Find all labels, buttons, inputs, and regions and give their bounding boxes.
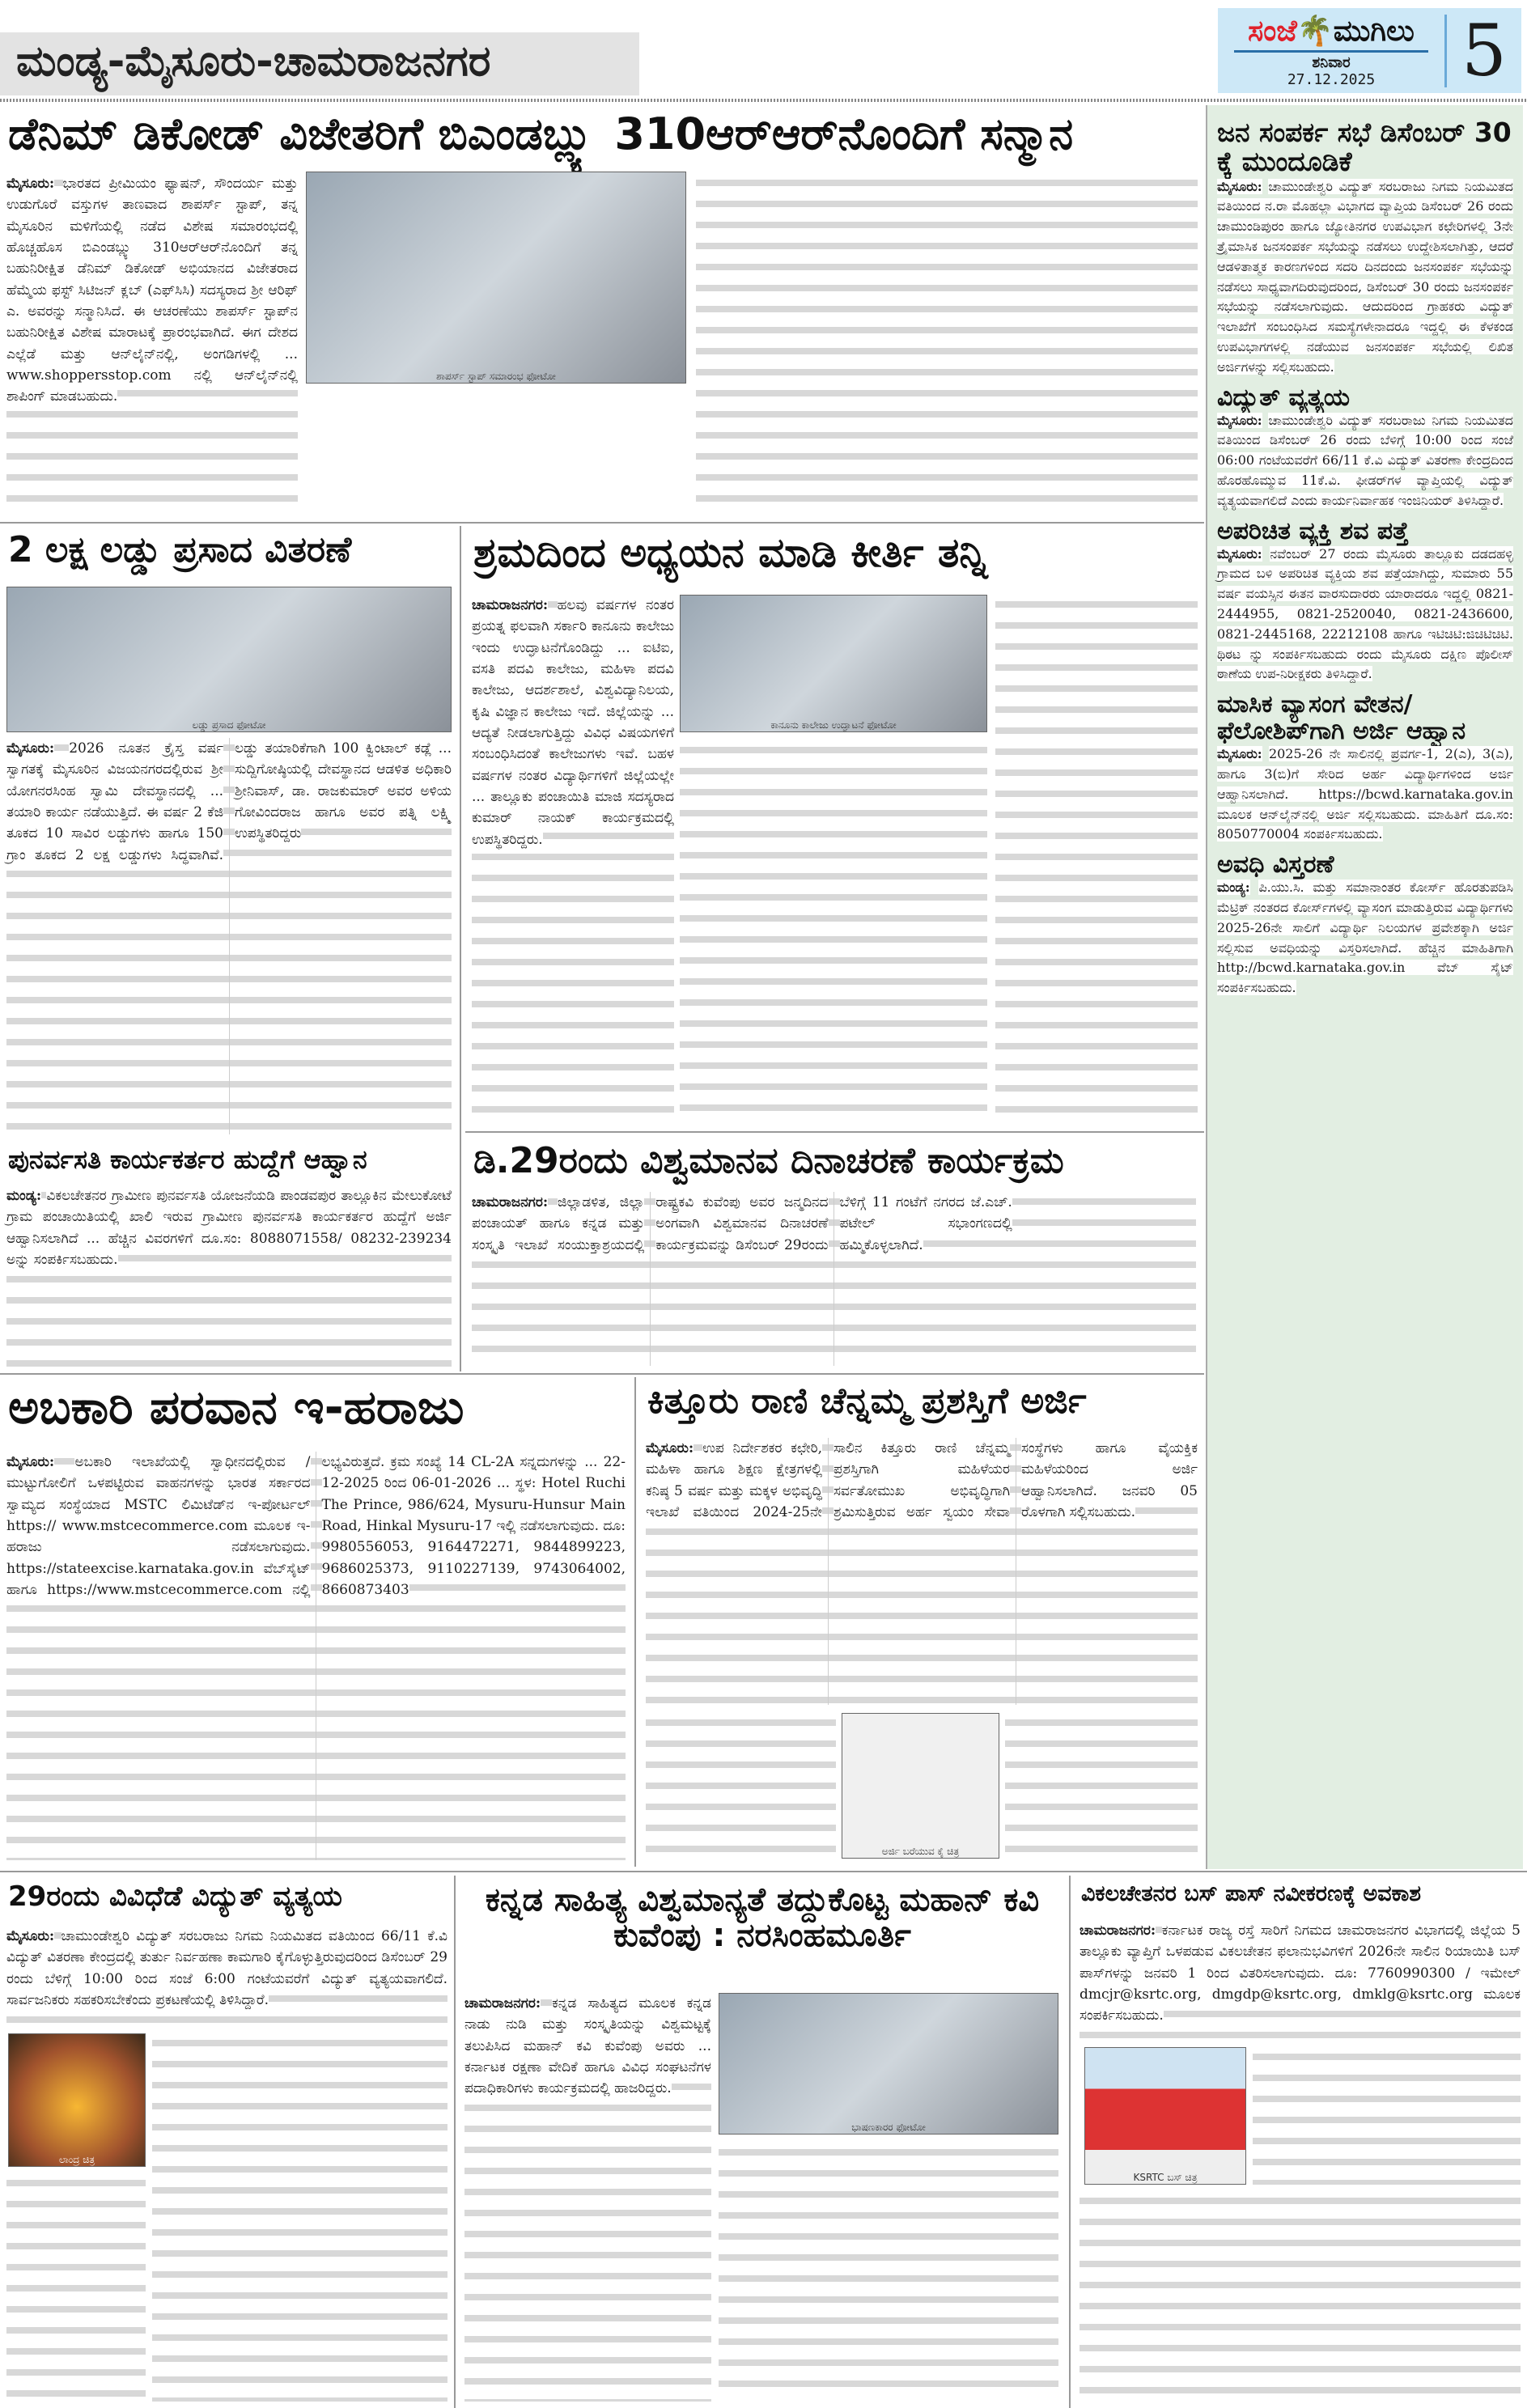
headline: 29ರಂದು ವಿವಿಧೆಡೆ ವಿದ್ಯುತ್ ವ್ಯತ್ಯಯ — [8, 1880, 342, 1913]
page-number: 5 — [1444, 15, 1521, 87]
article-photo: ಶಾಪರ್ಸ್ ಸ್ಟಾಪ್ ಸಮಾರಂಭ ಫೋಟೋ — [306, 172, 686, 384]
brief-body: ಮೈಸೂರು: ಚಾಮುಂಡೇಶ್ವರಿ ವಿದ್ಯುತ್ ಸರಬರಾಜು ನಿಗಮ ನಿಯಮಿತದ ವತಿಯಿಂದ ನ.ರಾ ಮೊಹಲ್ಲಾ ವಿಭಾಗದ ವ್ಯಾಪ್ತಿಯ ಡಿಸೆಂಬರ್ 26 ರಂದು ಚಾಮುಂಡಿಪುರಂ ಹಾಗೂ ಜ್ಯೋತಿನಗರ ಉಪವಿಭಾಗ ಕಛೇರಿಗಳಲ್ಲಿ 3ನೇ ತ್ರೈಮಾಸಿಕ ಜನಸಂಪರ್ಕ ಸಭೆಯನ್ನು ನಡೆಸಲು ಉದ್ದೇಶಿಸಲಾಗಿತ್ತು, ಆದರೆ ಆಡಳಿತಾತ್ಮಕ ಕಾರಣಗಳಿಂದ ಸದರಿ ದಿನದಂದು ಜನಸಂಪರ್ಕ ಸಭೆಯನ್ನು ನಡೆಸಲು ಸಾಧ್ಯವಾಗದಿರುವುದರಿಂದ, ಡಿಸೆಂಬರ್ 30 ರಂದು ಜನಸಂಪರ್ಕ ಸಭೆಯನ್ನು ನಡೆಸಲಾಗುವುದು. ಆದುದರಿಂದ ಗ್ರಾಹಕರು ವಿದ್ಯುತ್ ಇಲಾಖೆಗೆ ಸಂಬಂಧಿಸಿದ ಸಮಸ್ಯೆಗಳೇನಾದರೂ ಇದ್ದಲ್ಲಿ ಈ ಕೆಳಕಂಡ ಉಪವಿಭಾಗಗಳಲ್ಲಿ ನಡೆಯುವ ಜನಸಂಪರ್ಕ ಸಭೆಯಲ್ಲಿ ಲಿಖಿತ ಅರ್ಜಿಗಳನ್ನು ಸಲ್ಲಿಸಬಹುದು. — [1217, 178, 1513, 375]
logo-text-red: ಸಂಜೆ — [1248, 14, 1297, 48]
headline: ಡೆನಿಮ್ ಡಿಕೋಡ್ ವಿಜೇತರಿಗೆ ಬಿಎಂಡಬ್ಲ್ಯು 310ಆರ್‌ಆರ್‌ನೊಂದಿಗೆ ಸನ್ಮಾನ — [8, 108, 1074, 159]
brief-public-meeting — [1217, 118, 1513, 378]
article-body-cont — [680, 740, 987, 1121]
divider — [454, 1876, 456, 2408]
brief-power-cut — [1217, 384, 1513, 511]
article-body-cont — [719, 2143, 1058, 2402]
divider — [1069, 1876, 1071, 2408]
article-body: ಮಂಡ್ಯ: ವಿಕಲಚೇತನರ ಗ್ರಾಮೀಣ ಪುನರ್ವಸತಿ ಯೋಜನೆಯಡಿ ಪಾಂಡವಪುರ ತಾಲ್ಲೂಕಿನ ಮೇಲುಕೋಟೆ ಗ್ರಾಮ ಪಂಚಾಯಿತಿಯಲ್ಲಿ ಖಾಲಿ ಇರುವ ಗ್ರಾಮೀಣ ಪುನರ್ವಸತಿ ಕಾರ್ಯಕರ್ತರ ಹುದ್ದೆಗೆ ಅರ್ಜಿ ಆಹ್ವಾನಿಸಲಾಗಿದೆ ... ಹೆಚ್ಚಿನ ವಿವರಗಳಿಗೆ ದೂ.ಸಂ: 8088071558/ 08232-239234 ಅನ್ನು ಸಂಪರ್ಕಿಸಬಹುದು. — [6, 1185, 452, 1367]
article-body: ಮೈಸೂರು: 2026 ನೂತನ ಕ್ರೈಸ್ತ ವರ್ಷ ಸ್ವಾಗತಕ್ಕೆ ಮೈಸೂರಿನ ವಿಜಯನಗರದಲ್ಲಿರುವ ಶ್ರೀ ಯೋಗನರಸಿಂಹ ಸ್ವಾಮಿ ದೇವಸ್ಥಾನದಲ್ಲಿ ... ತಯಾರಿ ಕಾರ್ಯ ನಡೆಯುತ್ತಿದೆ. ಈ ವರ್ಷ 2 ಕೆಜಿ ತೂಕದ 10 ಸಾವಿರ ಲಡ್ಡುಗಳು ಹಾಗೂ 150 ಗ್ರಾಂ ತೂಕದ 2 ಲಕ್ಷ ಲಡ್ಡುಗಳು ಸಿದ್ಧವಾಗಿವೆ. ಲಡ್ಡು ತಯಾರಿಕೆಗಾಗಿ 100 ಕ್ವಿಂಟಾಲ್ ಕಡ್ಲೆ ... ಸುದ್ದಿಗೋಷ್ಠಿಯಲ್ಲಿ ದೇವಸ್ಥಾನದ ಆಡಳಿತ ಅಧಿಕಾರಿ ಶ್ರೀನಿವಾಸ್, ಡಾ. ರಾಜಕುಮಾರ್ ಅವರ ಅಳಿಯ ಗೋವಿಂದರಾಜ ಹಾಗೂ ಅವರ ಪತ್ನಿ ಲಕ್ಷ್ಮಿ ಉಪಸ್ಥಿತರಿದ್ದರು — [6, 738, 452, 1134]
article-body: ಚಾಮರಾಜನಗರ: ಕರ್ನಾಟಕ ರಾಜ್ಯ ರಸ್ತೆ ಸಾರಿಗೆ ನಿಗಮದ ಚಾಮರಾಜನಗರ ವಿಭಾಗದಲ್ಲಿ ಜಿಲ್ಲೆಯ 5 ತಾಲ್ಲೂಕು ವ್ಯಾಪ್ತಿಗೆ ಒಳಪಡುವ ವಿಕಲಚೇತನ ಫಲಾನುಭವಿಗಳಿಗೆ 2026ನೇ ಸಾಲಿನ ರಿಯಾಯಿತಿ ಬಸ್ ಪಾಸ್‌ಗಳನ್ನು ಜನವರಿ 1 ರಿಂದ ವಿತರಿಸಲಾಗುವುದು. ದೂ: 7760990300 / ಇಮೇಲ್ dmcjr@ksrtc.org, dmgdp@ksrtc.org, dmklg@ksrtc.org ಮೂಲಕ ಸಂಪರ್ಕಿಸಬಹುದು. — [1080, 1920, 1521, 2041]
masthead — [1218, 8, 1521, 93]
article-body: ಚಾಮರಾಜನಗರ: ಜಿಲ್ಲಾಡಳಿತ, ಜಿಲ್ಲಾ ಪಂಚಾಯತ್ ಹಾಗೂ ಕನ್ನಡ ಮತ್ತು ಸಂಸ್ಕೃತಿ ಇಲಾಖೆ ಸಂಯುಕ್ತಾಶ್ರಯದಲ್ಲಿ ರಾಷ್ಟ್ರಕವಿ ಕುವೆಂಪು ಅವರ ಜನ್ಮದಿನದ ಅಂಗವಾಗಿ ವಿಶ್ವಮಾನವ ದಿನಾಚರಣೆ ಕಾರ್ಯಕ್ರಮವನ್ನು ಡಿಸೆಂಬರ್ 29ರಂದು ಬೆಳಿಗ್ಗೆ 11 ಗಂಟೆಗೆ ನಗರದ ಜೆ.ಎಚ್. ಪಟೇಲ್ ಸಭಾಂಗಣದಲ್ಲಿ ಹಮ್ಮಿಕೊಳ್ಳಲಾಗಿದೆ. — [472, 1192, 1196, 1366]
article-body-cont — [6, 2173, 146, 2402]
headline: ಡಿ.29ರಂದು ವಿಶ್ವಮಾನವ ದಿನಾಚರಣೆ ಕಾರ್ಯಕ್ರಮ — [473, 1140, 1064, 1181]
article-laddu — [0, 526, 457, 1137]
headline: ಶ್ರಮದಿಂದ ಅಧ್ಯಯನ ಮಾಡಿ ಕೀರ್ತಿ ತನ್ನಿ — [473, 529, 987, 576]
article-body: ಚಾಮರಾಜನಗರ: ಹಲವು ವರ್ಷಗಳ ನಂತರ ಪ್ರಯತ್ನ ಫಲವಾಗಿ ಸರ್ಕಾರಿ ಕಾನೂನು ಕಾಲೇಜು ಇಂದು ಉದ್ಘಾಟನೆಗೊಂಡಿದ್ದು ... ಐಟಿಐ, ವಸತಿ ಪದವಿ ಕಾಲೇಜು, ಮಹಿಳಾ ಪದವಿ ಕಾಲೇಜು, ಆದರ್ಶಶಾಲೆ, ವಿಶ್ವವಿದ್ಯಾನಿಲಯ, ಕೃಷಿ ವಿಜ್ಞಾನ ಕಾಲೇಜು ಇದೆ. ಜಿಲ್ಲೆಯನ್ನು ... ಆದ್ಯತೆ ನೀಡಲಾಗುತ್ತಿದ್ದು ವಿವಿಧ ವಿಷಯಗಳಿಗೆ ಸಂಬಂಧಿಸಿದಂತೆ ಕಾಲೇಜುಗಳು ಇವೆ. ಬಹಳ ವರ್ಷಗಳ ನಂತರ ವಿದ್ಯಾರ್ಥಿಗಳಿಗೆ ಜಿಲ್ಲೆಯಲ್ಲೇ ... ತಾಲ್ಲೂಕು ಪಂಚಾಯಿತಿ ಮಾಜಿ ಸದಸ್ಯರಾದ ಕುಮಾರ್ ನಾಯಕ್ ಕಾರ್ಯಕ್ರಮದಲ್ಲಿ ಉಪಸ್ಥಿತರಿದ್ದರು. — [472, 595, 674, 1121]
article-body-cont — [1080, 2191, 1521, 2403]
article-photo: ಭಾಷಣಕಾರರ ಫೋಟೋ — [719, 1993, 1058, 2135]
divider — [0, 99, 1527, 102]
article-body: ಮೈಸೂರು: ಭಾರತದ ಪ್ರೀಮಿಯಂ ಫ್ಯಾಷನ್, ಸೌಂದರ್ಯ ಮತ್ತು ಉಡುಗೊರೆ ವಸ್ತುಗಳ ತಾಣವಾದ ಶಾಪರ್ಸ್ ಸ್ಟಾಪ್, ತನ್ನ ಮೈಸೂರಿನ ಮಳಿಗೆಯಲ್ಲಿ ನಡೆದ ವಿಶೇಷ ಸಮಾರಂಭದಲ್ಲಿ ಹೊಚ್ಚಹೊಸ ಬಿಎಂಡಬ್ಲ್ಯು 310ಆರ್‌ಆರ್‌ನೊಂದಿಗೆ ತನ್ನ ಬಹುನಿರೀಕ್ಷಿತ ಡೆನಿಮ್ ಡಿಕೋಡ್ ಅಭಿಯಾನದ ವಿಜೇತರಾದ ಹೆಮ್ಮೆಯ ಫಸ್ಟ್ ಸಿಟಿಜನ್ ಕ್ಲಬ್ (ಎಫ್‌ಸಿಸಿ) ಸದಸ್ಯರಾದ ಶ್ರೀ ಆರಿಫ್ ಎ. ಅವರನ್ನು ಸನ್ಮಾನಿಸಿದೆ. ಈ ಆಚರಣೆಯು ಶಾಪರ್ಸ್ ಸ್ಟಾಪ್‌ನ ಬಹುನಿರೀಕ್ಷಿತ ವಿಶೇಷ ಮಾರಾಟಕ್ಕೆ ಪ್ರಾರಂಭವಾಗಿದೆ. ಈಗ ದೇಶದ ಎಲ್ಲೆಡೆ ಮತ್ತು ಆನ್‌ಲೈನ್‌ನಲ್ಲಿ, ಅಂಗಡಿಗಳಲ್ಲಿ ... www.shoppersstop.com ನಲ್ಲಿ ಆನ್‌ಲೈನ್‌ನಲ್ಲಿ ಶಾಪಿಂಗ್ ಮಾಡಬಹುದು. — [6, 173, 298, 513]
divider — [0, 522, 1204, 524]
article-kuvempu — [458, 1876, 1067, 2408]
article-body-cont — [1253, 2047, 1521, 2185]
headline: ಅಬಕಾರಿ ಪರವಾನ ಇ-ಹರಾಜು — [8, 1380, 464, 1435]
headline: ವಿದ್ಯುತ್ ವ್ಯತ್ಯಯ — [1217, 383, 1351, 412]
brief-body: ಮಂಡ್ಯ: ಪಿ.ಯು.ಸಿ. ಮತ್ತು ಸಮಾನಾಂತರ ಕೋರ್ಸ್ ಹೊರತುಪಡಿಸಿ ಮೆಟ್ರಿಕ್ ನಂತರದ ಕೋರ್ಸ್‌ಗಳಲ್ಲಿ ವ್ಯಾಸಂಗ ಮಾಡುತ್ತಿರುವ ವಿದ್ಯಾರ್ಥಿಗಳು 2025-26ನೇ ಸಾಲಿಗೆ ವಿದ್ಯಾರ್ಥಿ ನಿಲಯಗಳ ಪ್ರವೇಶಕ್ಕಾಗಿ ಅರ್ಜಿ ಸಲ್ಲಿಸುವ ಅವಧಿಯನ್ನು ವಿಸ್ತರಿಸಲಾಗಿದೆ. ಹೆಚ್ಚಿನ ಮಾಹಿತಿಗಾಗಿ http://bcwd.karnataka.gov.in ವೆಬ್ ಸೈಟ್ ಸಂಪರ್ಕಿಸಬಹುದು. — [1217, 880, 1513, 996]
article-body: ಮೈಸೂರು: ಚಾಮುಂಡೇಶ್ವರಿ ವಿದ್ಯುತ್ ಸರಬರಾಜು ನಿಗಮ ನಿಯಮಿತದ ವತಿಯಿಂದ 66/11 ಕೆ.ವಿ ವಿದ್ಯುತ್ ವಿತರಣಾ ಕೇಂದ್ರದಲ್ಲಿ ತುರ್ತು ನಿರ್ವಹಣಾ ಕಾಮಗಾರಿ ಕೈಗೊಳ್ಳುತ್ತಿರುವುದರಿಂದ ಡಿಸೆಂಬರ್ 29 ರಂದು ಬೆಳಿಗ್ಗೆ 10:00 ರಿಂದ ಸಂಜೆ 6:00 ಗಂಟೆಯವರೆಗೆ ವಿದ್ಯುತ್ ವ್ಯತ್ಯಯವಾಗಲಿದೆ. ಸಾರ್ವಜನಿಕರು ಸಹಕರಿಸಬೇಕೆಂದು ಪ್ರಕಟಣೆಯಲ್ಲಿ ತಿಳಿಸಿದ್ದಾರೆ. — [6, 1926, 447, 2027]
article-body: ಮೈಸೂರು: ಅಬಕಾರಿ ಇಲಾಖೆಯಲ್ಲಿ ಸ್ವಾಧೀನದಲ್ಲಿರುವ / ಮುಟ್ಟುಗೋಲಿಗೆ ಒಳಪಟ್ಟಿರುವ ವಾಹನಗಳನ್ನು ಭಾರತ ಸರ್ಕಾರದ ಸ್ವಾಮ್ಯದ ಸಂಸ್ಥೆಯಾದ MSTC ಲಿಮಿಟೆಡ್‌ನ ಇ-ಪೋರ್ಟಲ್ https:// www.mstcecommerce.com ಮೂಲಕ ಇ-ಹರಾಜು ನಡೆಸಲಾಗುವುದು. https://stateexcise.karnataka.gov.in ವೆಬ್‌ಸೈಟ್ ಹಾಗೂ https://www.mstcecommerce.com ನಲ್ಲಿ ಲಭ್ಯವಿರುತ್ತದೆ. ಕ್ರಮ ಸಂಖ್ಯೆ 14 CL-2A ಸನ್ನದುಗಳನ್ನು ... 22-12-2025 ರಿಂದ 06-01-2026 ... ಸ್ಥಳ: Hotel Ruchi The Prince, 986/624, Mysuru-Hunsur Main Road, Hinkal Mysuru-17 ಇಲ್ಲಿ ನಡೆಸಲಾಗುವುದು. ದೂ: 9980556053, 9164472271, 9844899223, 9686025373, 9110227139, 9743064002, 8660873403 — [6, 1452, 626, 1860]
brief-body: ಮೈಸೂರು: ನವೆಂಬರ್ 27 ರಂದು ಮೈಸೂರು ತಾಲ್ಲೂಕು ದಡದಹಳ್ಳಿ ಗ್ರಾಮದ ಬಳಿ ಅಪರಿಚಿತ ವ್ಯಕ್ತಿಯ ಶವ ಪತ್ತೆಯಾಗಿದ್ದು, ಸುಮಾರು 55 ವರ್ಷ ವಯಸ್ಸಿನ ಈತನ ವಾರಸುದಾರರು ಯಾರಾದರೂ ಇದ್ದಲ್ಲಿ 0821-2444955, 0821-2520040, 0821-2436600, 0821-2445168, 22212108 ಹಾಗೂ ಇಟಿಚಿಟಿ:ಜಿಚಿಟಿಚಿಟಿ. ಥಿಠಟ ನ್ನು ಸಂಪರ್ಕಿಸಬಹುದು ರಂದು ಮೈಸೂರು ದಕ್ಷಿಣ ಪೊಲೀಸ್ ಠಾಣೆಯ ಉಪ-ನಿರೀಕ್ಷಕರು ತಿಳಿಸಿದ್ದಾರೆ. — [1217, 545, 1513, 682]
article-photo: ಅರ್ಜಿ ಬರೆಯುವ ಕೈ ಚಿತ್ರ — [842, 1713, 999, 1859]
headline: 2 ಲಕ್ಷ ಲಡ್ಡು ಪ್ರಸಾದ ವಿತರಣೆ — [8, 529, 352, 570]
article-kittur-award — [639, 1377, 1203, 1867]
article-photo: ಲಡ್ಡು ಪ್ರಸಾದ ಫೋಟೋ — [6, 587, 452, 732]
article-law-college — [465, 526, 1203, 1129]
article-power-cut-29 — [0, 1876, 452, 2408]
article-body-cont — [646, 1713, 836, 1859]
article-rehab-workers — [0, 1141, 457, 1371]
article-denim-decode — [0, 105, 1202, 519]
headline: ಕಿತ್ತೂರು ರಾಣಿ ಚೆನ್ನಮ್ಮ ಪ್ರಶಸ್ತಿಗೆ ಅರ್ಜಿ — [647, 1380, 1087, 1422]
masthead-logo — [1218, 14, 1444, 88]
headline: ಪುನರ್ವಸತಿ ಕಾರ್ಯಕರ್ತರ ಹುದ್ದೆಗೆ ಆಹ್ವಾನ — [8, 1144, 367, 1175]
brief-unidentified-body — [1217, 518, 1513, 685]
palm-sun-icon: 🌴 — [1296, 14, 1334, 48]
article-body-cont — [1005, 1713, 1198, 1859]
logo-text-black: ಮುಗಿಲು — [1333, 14, 1415, 48]
lantern-image: ಲಾಂದ್ರ ಚಿತ್ರ — [8, 2033, 146, 2167]
article-body-cont — [696, 173, 1198, 513]
divider — [465, 1131, 1204, 1133]
article-body: ಚಾಮರಾಜನಗರ: ಕನ್ನಡ ಸಾಹಿತ್ಯದ ಮೂಲಕ ಕನ್ನಡ ನಾಡು ನುಡಿ ಮತ್ತು ಸಂಸ್ಕೃತಿಯನ್ನು ವಿಶ್ವಮಟ್ಟಕ್ಕೆ ತಲುಪಿಸಿದ ಮಹಾನ್ ಕವಿ ಕುವೆಂಪು ಅವರು ... ಕರ್ನಾಟಕ ರಕ್ಷಣಾ ವೇದಿಕೆ ಹಾಗೂ ವಿವಿಧ ಸಂಘಟನೆಗಳ ಪದಾಧಿಕಾರಿಗಳು ಕಾರ್ಯಕ್ರಮದಲ್ಲಿ ಹಾಜರಿದ್ದರು. — [464, 1993, 711, 2402]
issue-date: 27.12.2025 — [1287, 70, 1376, 88]
article-photo: ಕಾನೂನು ಕಾಲೇಜು ಉದ್ಘಾಟನೆ ಫೋಟೋ — [680, 595, 987, 732]
brief-fellowship — [1217, 691, 1513, 845]
article-vishwamanava-day — [465, 1137, 1203, 1371]
section-title: ಮಂಡ್ಯ-ಮೈಸೂರು-ಚಾಮರಾಜನಗರ — [0, 32, 639, 95]
article-body: ಮೈಸೂರು: ಉಪ ನಿರ್ದೇಶಕರ ಕಛೇರಿ, ಮಹಿಳಾ ಹಾಗೂ ಶಿಕ್ಷಣ ಕ್ಷೇತ್ರಗಳಲ್ಲಿ ಕನಿಷ್ಠ 5 ವರ್ಷ ಮತ್ತು ಮಕ್ಕಳ ಅಭಿವೃದ್ಧಿ ಇಲಾಖೆ ವತಿಯಿಂದ 2024-25ನೇ ಸಾಲಿನ ಕಿತ್ತೂರು ರಾಣಿ ಚೆನ್ನಮ್ಮ ಪ್ರಶಸ್ತಿಗಾಗಿ ಮಹಿಳೆಯರ ಸರ್ವತೋಮುಖ ಅಭಿವೃದ್ಧಿಗಾಗಿ ಶ್ರಮಿಸುತ್ತಿರುವ ಅರ್ಹ ಸ್ವಯಂ ಸೇವಾ ಸಂಸ್ಥೆಗಳು ಹಾಗೂ ವೈಯಕ್ತಿಕ ಮಹಿಳೆಯರಿಂದ ಅರ್ಜಿ ಆಹ್ವಾನಿಸಲಾಗಿದೆ. ಜನವರಿ 05 ರೊಳಗಾಗಿ ಸಲ್ಲಿಸಬಹುದು. — [646, 1438, 1198, 1705]
article-bus-pass — [1073, 1876, 1527, 2408]
article-excise-auction — [0, 1377, 631, 1867]
brief-body: ಮೈಸೂರು: ಚಾಮುಂಡೇಶ್ವರಿ ವಿದ್ಯುತ್ ಸರಬರಾಜು ನಿಗಮ ನಿಯಮಿತದ ವತಿಯಿಂದ ಡಿಸೆಂಬರ್ 26 ರಂದು ಬೆಳಿಗ್ಗೆ 10:00 ರಿಂದ ಸಂಜೆ 06:00 ಗಂಟೆಯವರೆಗೆ 66/11 ಕೆ.ವಿ ವಿದ್ಯುತ್ ವಿತರಣಾ ಕೇಂದ್ರದಿಂದ ಹೊರಹೊಮ್ಮುವ 11ಕೆ.ವಿ. ಫೀಡರ್‌ಗಳ ವ್ಯಾಪ್ತಿಯಲ್ಲಿ ವಿದ್ಯುತ್ ವ್ಯತ್ಯಯವಾಗಲಿದೆ ಎಂದು ಕಾರ್ಯನಿರ್ವಾಹಕ ಇಂಜಿನಿಯರ್ ತಿಳಿಸಿದ್ದಾರೆ. — [1217, 412, 1513, 508]
headline: ಕನ್ನಡ ಸಾಹಿತ್ಯ ವಿಶ್ವಮಾನ್ಯತೆ ತದ್ದುಕೊಟ್ಟ ಮಹಾನ್ ಕವಿ ಕುವೆಂಪು : ನರಸಿಂಹಮೂರ್ತಿ — [485, 1881, 1040, 1954]
brief-body: ಮೈಸೂರು: 2025-26 ನೇ ಸಾಲಿನಲ್ಲಿ ಪ್ರವರ್ಗ-1, 2(ಎ), 3(ಎ), ಹಾಗೂ 3(ಬಿ)ಗೆ ಸೇರಿದ ಅರ್ಹ ವಿದ್ಯಾರ್ಥಿಗಳಿಂದ ಅರ್ಜಿ ಆಹ್ವಾನಿಸಲಾಗಿದೆ. https://bcwd.karnataka.gov.in ಮೂಲಕ ಆನ್‌ಲೈನ್‌ನಲ್ಲಿ ಅರ್ಜಿ ಸಲ್ಲಿಸಬಹುದು. ಮಾಹಿತಿಗೆ ದೂ.ಸಂ: 8050770004 ಸಂಪರ್ಕಿಸಬಹುದು. — [1217, 746, 1513, 842]
headline: ಅವಧಿ ವಿಸ್ತರಣೆ — [1217, 850, 1334, 880]
bus-image: KSRTC ಬಸ್ ಚಿತ್ರ — [1084, 2047, 1246, 2185]
divider — [0, 1871, 1527, 1872]
article-body-cont — [995, 595, 1198, 1121]
issue-day: ಶನಿವಾರ — [1312, 53, 1351, 71]
divider — [460, 526, 461, 1371]
sidebar-briefs — [1206, 105, 1523, 1869]
article-body-cont — [152, 2033, 447, 2402]
headline: ವಿಕಲಚೇತನರ ಬಸ್ ಪಾಸ್ ನವೀಕರಣಕ್ಕೆ ಅವಕಾಶ — [1081, 1881, 1422, 1906]
divider — [634, 1377, 636, 1867]
headline: ಅಪರಿಚಿತ ವ್ಯಕ್ತಿ ಶವ ಪತ್ತೆ — [1217, 516, 1409, 545]
headline: ಜನ ಸಂಪರ್ಕ ಸಭೆ ಡಿಸೆಂಬರ್ 30 ಕ್ಕೆ ಮುಂದೂಡಿಕೆ — [1217, 117, 1512, 178]
brief-deadline-extension — [1217, 851, 1513, 998]
headline: ಮಾಸಿಕ ವ್ಯಾಸಂಗ ವೇತನ/ ಫೆಲೋಶಿಪ್‌ಗಾಗಿ ಅರ್ಜಿ ಆಹ್ವಾನ — [1217, 690, 1466, 746]
divider — [0, 1373, 1204, 1375]
